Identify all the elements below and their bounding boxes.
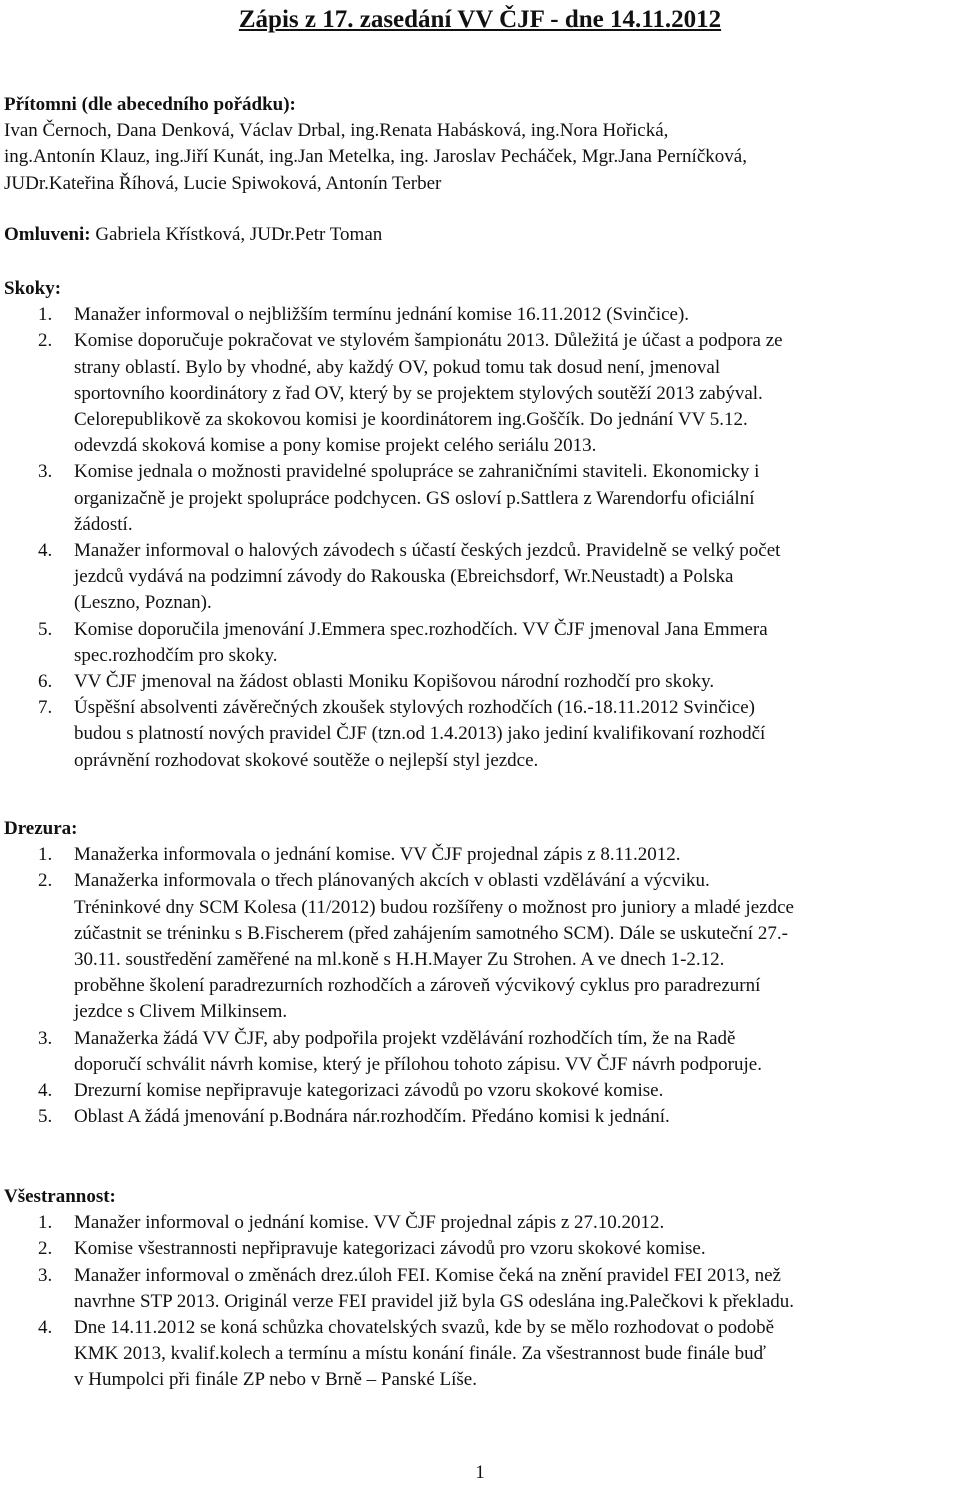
item-line: navrhne STP 2013. Originál verze FEI pravidel již byla GS odeslána ing.Palečkovi k překladu. xyxy=(74,1290,795,1312)
item-line: Manažer informoval o nejbližším termínu jednání komise 16.11.2012 (Svinčice). xyxy=(74,304,690,326)
attendance-label: Přítomni (dle abecedního pořádku): xyxy=(4,94,296,115)
item-line: zúčastnit se tréninku s B.Fischerem (před zahájením samotného SCM). Dále se uskuteční 27.- xyxy=(74,922,788,944)
excused-names: Gabriela Křístková, JUDr.Petr Toman xyxy=(90,224,383,245)
section-drezura xyxy=(4,816,956,1130)
item-list xyxy=(4,1210,956,1393)
excused-label: Omluveni: xyxy=(4,224,91,245)
item-line: KMK 2013, kvalif.kolech a termínu a místu konání finále. Za všestrannost bude finále buď xyxy=(74,1343,766,1365)
item-line: odevzdá skoková komise a pony komise projekt celého seriálu 2013. xyxy=(74,435,597,457)
item-line: v Humpolci při finále ZP nebo v Brně – Panské Líše. xyxy=(74,1369,477,1391)
list-item xyxy=(4,459,956,538)
item-number: 2. xyxy=(38,1238,53,1260)
excused-block xyxy=(4,222,956,248)
item-line: Oblast A žádá jmenování p.Bodnára nár.rozhodčím. Předáno komisi k jednání. xyxy=(74,1106,670,1128)
section-vsestrannost xyxy=(4,1184,956,1394)
item-number: 5. xyxy=(38,1106,53,1128)
page-number: 1 xyxy=(475,1462,485,1483)
item-line: Dne 14.11.2012 se koná schůzka chovatelských svazů, kde by se mělo rozhodovat o podobě xyxy=(74,1317,775,1339)
item-line: Tréninkové dny SCM Kolesa (11/2012) budou rozšířeny o možnost pro juniory a mladé jezdce xyxy=(74,896,794,918)
list-item xyxy=(4,842,956,868)
item-line: jezdce s Clivem Milkinsem. xyxy=(74,1001,288,1023)
list-item xyxy=(4,695,956,774)
list-item xyxy=(4,328,956,459)
item-line: Komise doporučila jmenování J.Emmera spec.rozhodčích. VV ČJF jmenoval Jana Emmera xyxy=(74,618,768,640)
list-item xyxy=(4,868,956,1025)
item-line: Komise jednala o možnosti pravidelné spolupráce se zahraničními staviteli. Ekonomicky i xyxy=(74,461,760,483)
item-line: organizačně je projekt spolupráce podchycen. GS osloví p.Sattlera z Warendorfu oficiální xyxy=(74,487,755,509)
item-list xyxy=(4,842,956,1130)
list-item xyxy=(4,669,956,695)
list-item xyxy=(4,302,956,328)
item-number: 6. xyxy=(38,671,53,693)
item-number: 3. xyxy=(38,1264,53,1286)
section-heading: Všestrannost: xyxy=(4,1186,116,1207)
item-line: strany oblastí. Bylo by vhodné, aby každý OV, pokud tomu tak dosud není, jmenoval xyxy=(74,356,721,378)
attendance-line: ing.Antonín Klauz, ing.Jiří Kunát, ing.Jan Metelka, ing. Jaroslav Pecháček, Mgr.Jana Perníčková, xyxy=(4,146,747,168)
item-line: Celorepublikově za skokovou komisi je koordinátorem ing.Goščík. Do jednání VV 5.12. xyxy=(74,409,748,431)
item-line: Úspěšní absolventi závěrečných zkoušek stylových rozhodčích (16.-18.11.2012 Svinčice) xyxy=(74,697,755,719)
item-line: jezdců vydává na podzimní závody do Rakouska (Ebreichsdorf, Wr.Neustadt) a Polska xyxy=(74,566,734,588)
section-heading: Skoky: xyxy=(4,278,62,299)
item-line: Manažer informoval o změnách drez.úloh FEI. Komise čeká na znění pravidel FEI 2013, než xyxy=(74,1264,781,1286)
item-line: 30.11. soustředění zaměřené na ml.koně s H.H.Mayer Zu Strohen. A ve dnech 1-2.12. xyxy=(74,949,725,971)
item-line: Manažerka informovala o třech plánovaných akcích v oblasti vzdělávání a výcviku. xyxy=(74,870,710,892)
item-number: 3. xyxy=(38,461,53,483)
item-line: VV ČJF jmenoval na žádost oblasti Moniku Kopišovou národní rozhodčí pro skoky. xyxy=(74,671,715,693)
section-heading: Drezura: xyxy=(4,818,78,839)
list-item xyxy=(4,1236,956,1262)
item-line: Manažer informoval o jednání komise. VV ČJF projednal zápis z 27.10.2012. xyxy=(74,1212,665,1234)
item-line: žádostí. xyxy=(74,513,133,535)
section-skoky xyxy=(4,276,956,774)
item-number: 2. xyxy=(38,330,53,352)
list-item xyxy=(4,1026,956,1078)
list-item xyxy=(4,1078,956,1104)
list-item xyxy=(4,1315,956,1394)
item-line: doporučí schválit návrh komise, který je přílohou tohoto zápisu. VV ČJF návrh podporuje. xyxy=(74,1053,762,1075)
item-line: Manažer informoval o halových závodech s účastí českých jezdců. Pravidelně se velký počet xyxy=(74,540,781,562)
list-item xyxy=(4,1104,956,1130)
item-list xyxy=(4,302,956,774)
page-title: Zápis z 17. zasedání VV ČJF - dne 14.11.2012 xyxy=(238,6,722,33)
attendance-line: JUDr.Kateřina Říhová, Lucie Spiwoková, Antonín Terber xyxy=(4,172,442,194)
item-line: Drezurní komise nepřipravuje kategorizaci závodů po vzoru skokové komise. xyxy=(74,1080,664,1102)
list-item xyxy=(4,1263,956,1315)
item-line: (Leszno, Poznan). xyxy=(74,592,212,614)
list-item xyxy=(4,1210,956,1236)
item-line: Komise všestrannosti nepřipravuje kategorizaci závodů pro vzoru skokové komise. xyxy=(74,1238,706,1260)
item-line: budou s platností nových pravidel ČJF (tzn.od 1.4.2013) jako jediní kvalifikovaní rozhodčí xyxy=(74,723,766,745)
item-line: sportovního koordinátory z řad OV, který by se projektem stylových soutěží 2013 zabýval. xyxy=(74,382,763,404)
list-item xyxy=(4,538,956,617)
item-line: Manažerka žádá VV ČJF, aby podpořila projekt vzdělávání rozhodčích tím, že na Radě xyxy=(74,1027,736,1049)
attendance-line: Ivan Černoch, Dana Denková, Václav Drbal, ing.Renata Habásková, ing.Nora Hořická, xyxy=(4,120,669,142)
item-line: spec.rozhodčím pro skoky. xyxy=(74,644,278,666)
item-number: 1. xyxy=(38,844,53,866)
item-number: 1. xyxy=(38,304,53,326)
item-number: 4. xyxy=(38,540,53,562)
item-number: 3. xyxy=(38,1027,53,1049)
item-number: 5. xyxy=(38,618,53,640)
item-line: Komise doporučuje pokračovat ve stylovém šampionátu 2013. Důležitá je účast a podpora ze xyxy=(74,330,783,352)
item-line: Manažerka informovala o jednání komise. VV ČJF projednal zápis z 8.11.2012. xyxy=(74,844,681,866)
item-line: proběhne školení paradrezurních rozhodčích a zároveň výcvikový cyklus pro paradrezurní xyxy=(74,975,761,997)
item-number: 1. xyxy=(38,1212,53,1234)
list-item xyxy=(4,617,956,669)
item-number: 4. xyxy=(38,1080,53,1102)
attendance-block xyxy=(4,92,956,197)
item-number: 4. xyxy=(38,1317,53,1339)
item-line: oprávnění rozhodovat skokové soutěže o nejlepší styl jezdce. xyxy=(74,749,539,771)
item-number: 2. xyxy=(38,870,53,892)
item-number: 7. xyxy=(38,697,53,719)
